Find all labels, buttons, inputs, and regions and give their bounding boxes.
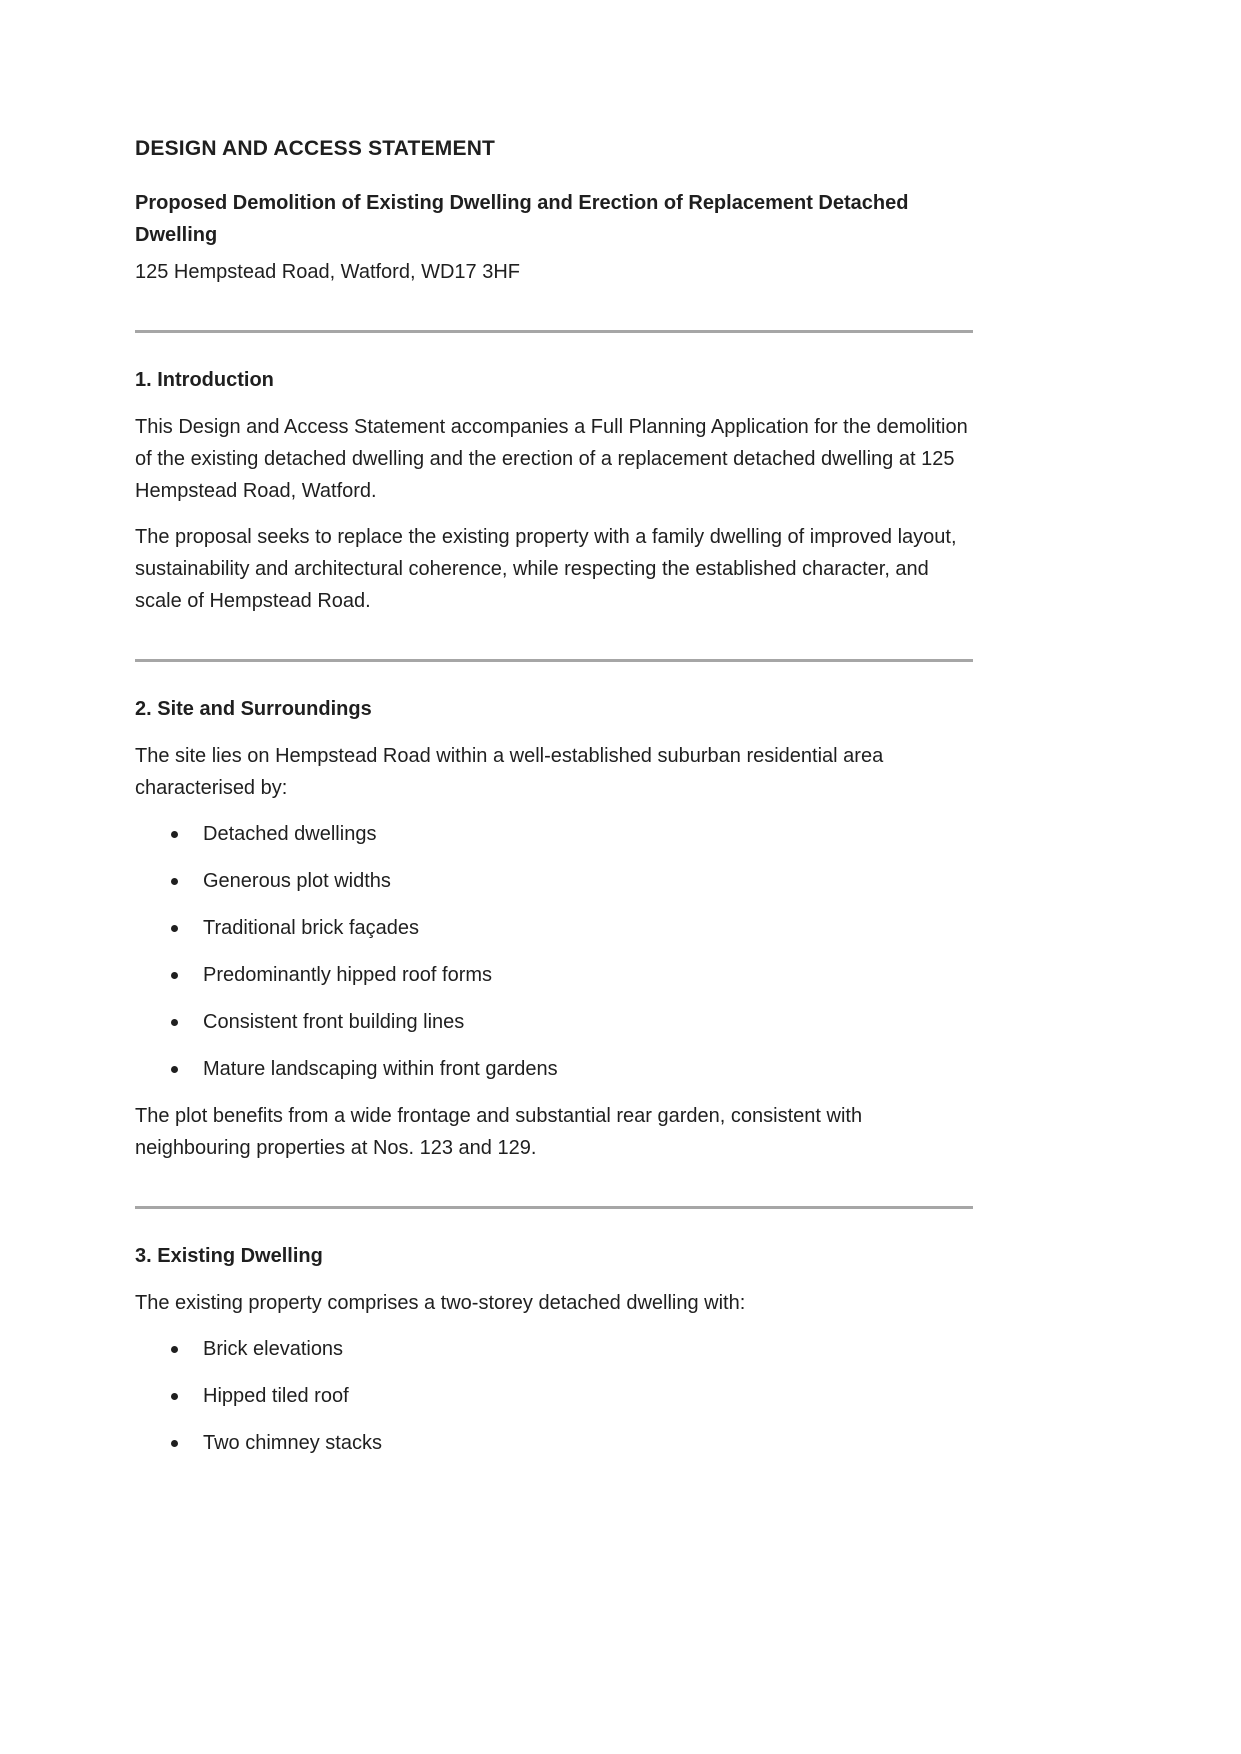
- bullet-list: [135, 818, 973, 1085]
- section-heading: 1. Introduction: [135, 369, 274, 391]
- paragraph: This Design and Access Statement accompanies a Full Planning Application for the demolition of the existing detached dwelling and the erection of a replacement detached dwelling at 125 Hempstead Road, Watford.: [135, 416, 968, 502]
- document-title: DESIGN AND ACCESS STATEMENT: [135, 137, 496, 160]
- section-heading: 2. Site and Surroundings: [135, 698, 372, 720]
- bullet-item: Predominantly hipped roof forms: [135, 959, 973, 991]
- bullet-item: Brick elevations: [135, 1333, 973, 1365]
- bullet-item: Traditional brick façades: [135, 912, 973, 944]
- section-existing-dwelling: [135, 1241, 973, 1459]
- section-divider: [135, 659, 973, 662]
- section-site-and-surroundings: [135, 694, 973, 1164]
- bullet-item: Detached dwellings: [135, 818, 973, 850]
- paragraph: The proposal seeks to replace the existing property with a family dwelling of improved layout, sustainability and architectural coherence, while respecting the established character, and scale of Hempstead Road.: [135, 526, 957, 612]
- document-address: 125 Hempstead Road, Watford, WD17 3HF: [135, 261, 520, 283]
- bullet-item: Hipped tiled roof: [135, 1380, 973, 1412]
- bullet-list: [135, 1333, 973, 1459]
- bullet-item: Consistent front building lines: [135, 1006, 973, 1038]
- section-heading: 3. Existing Dwelling: [135, 1245, 323, 1267]
- section-divider: [135, 330, 973, 333]
- paragraph: The plot benefits from a wide frontage and substantial rear garden, consistent with neighbouring properties at Nos. 123 and 129.: [135, 1105, 863, 1159]
- paragraph: The existing property comprises a two-storey detached dwelling with:: [135, 1292, 746, 1314]
- bullet-item: Two chimney stacks: [135, 1427, 973, 1459]
- bullet-item: Mature landscaping within front gardens: [135, 1053, 973, 1085]
- section-introduction: [135, 365, 973, 617]
- document-subtitle: Proposed Demolition of Existing Dwelling and Erection of Replacement Detached Dwelling: [135, 192, 909, 246]
- section-divider: [135, 1206, 973, 1209]
- bullet-item: Generous plot widths: [135, 865, 973, 897]
- paragraph: The site lies on Hempstead Road within a well-established suburban residential area characterised by:: [135, 745, 884, 799]
